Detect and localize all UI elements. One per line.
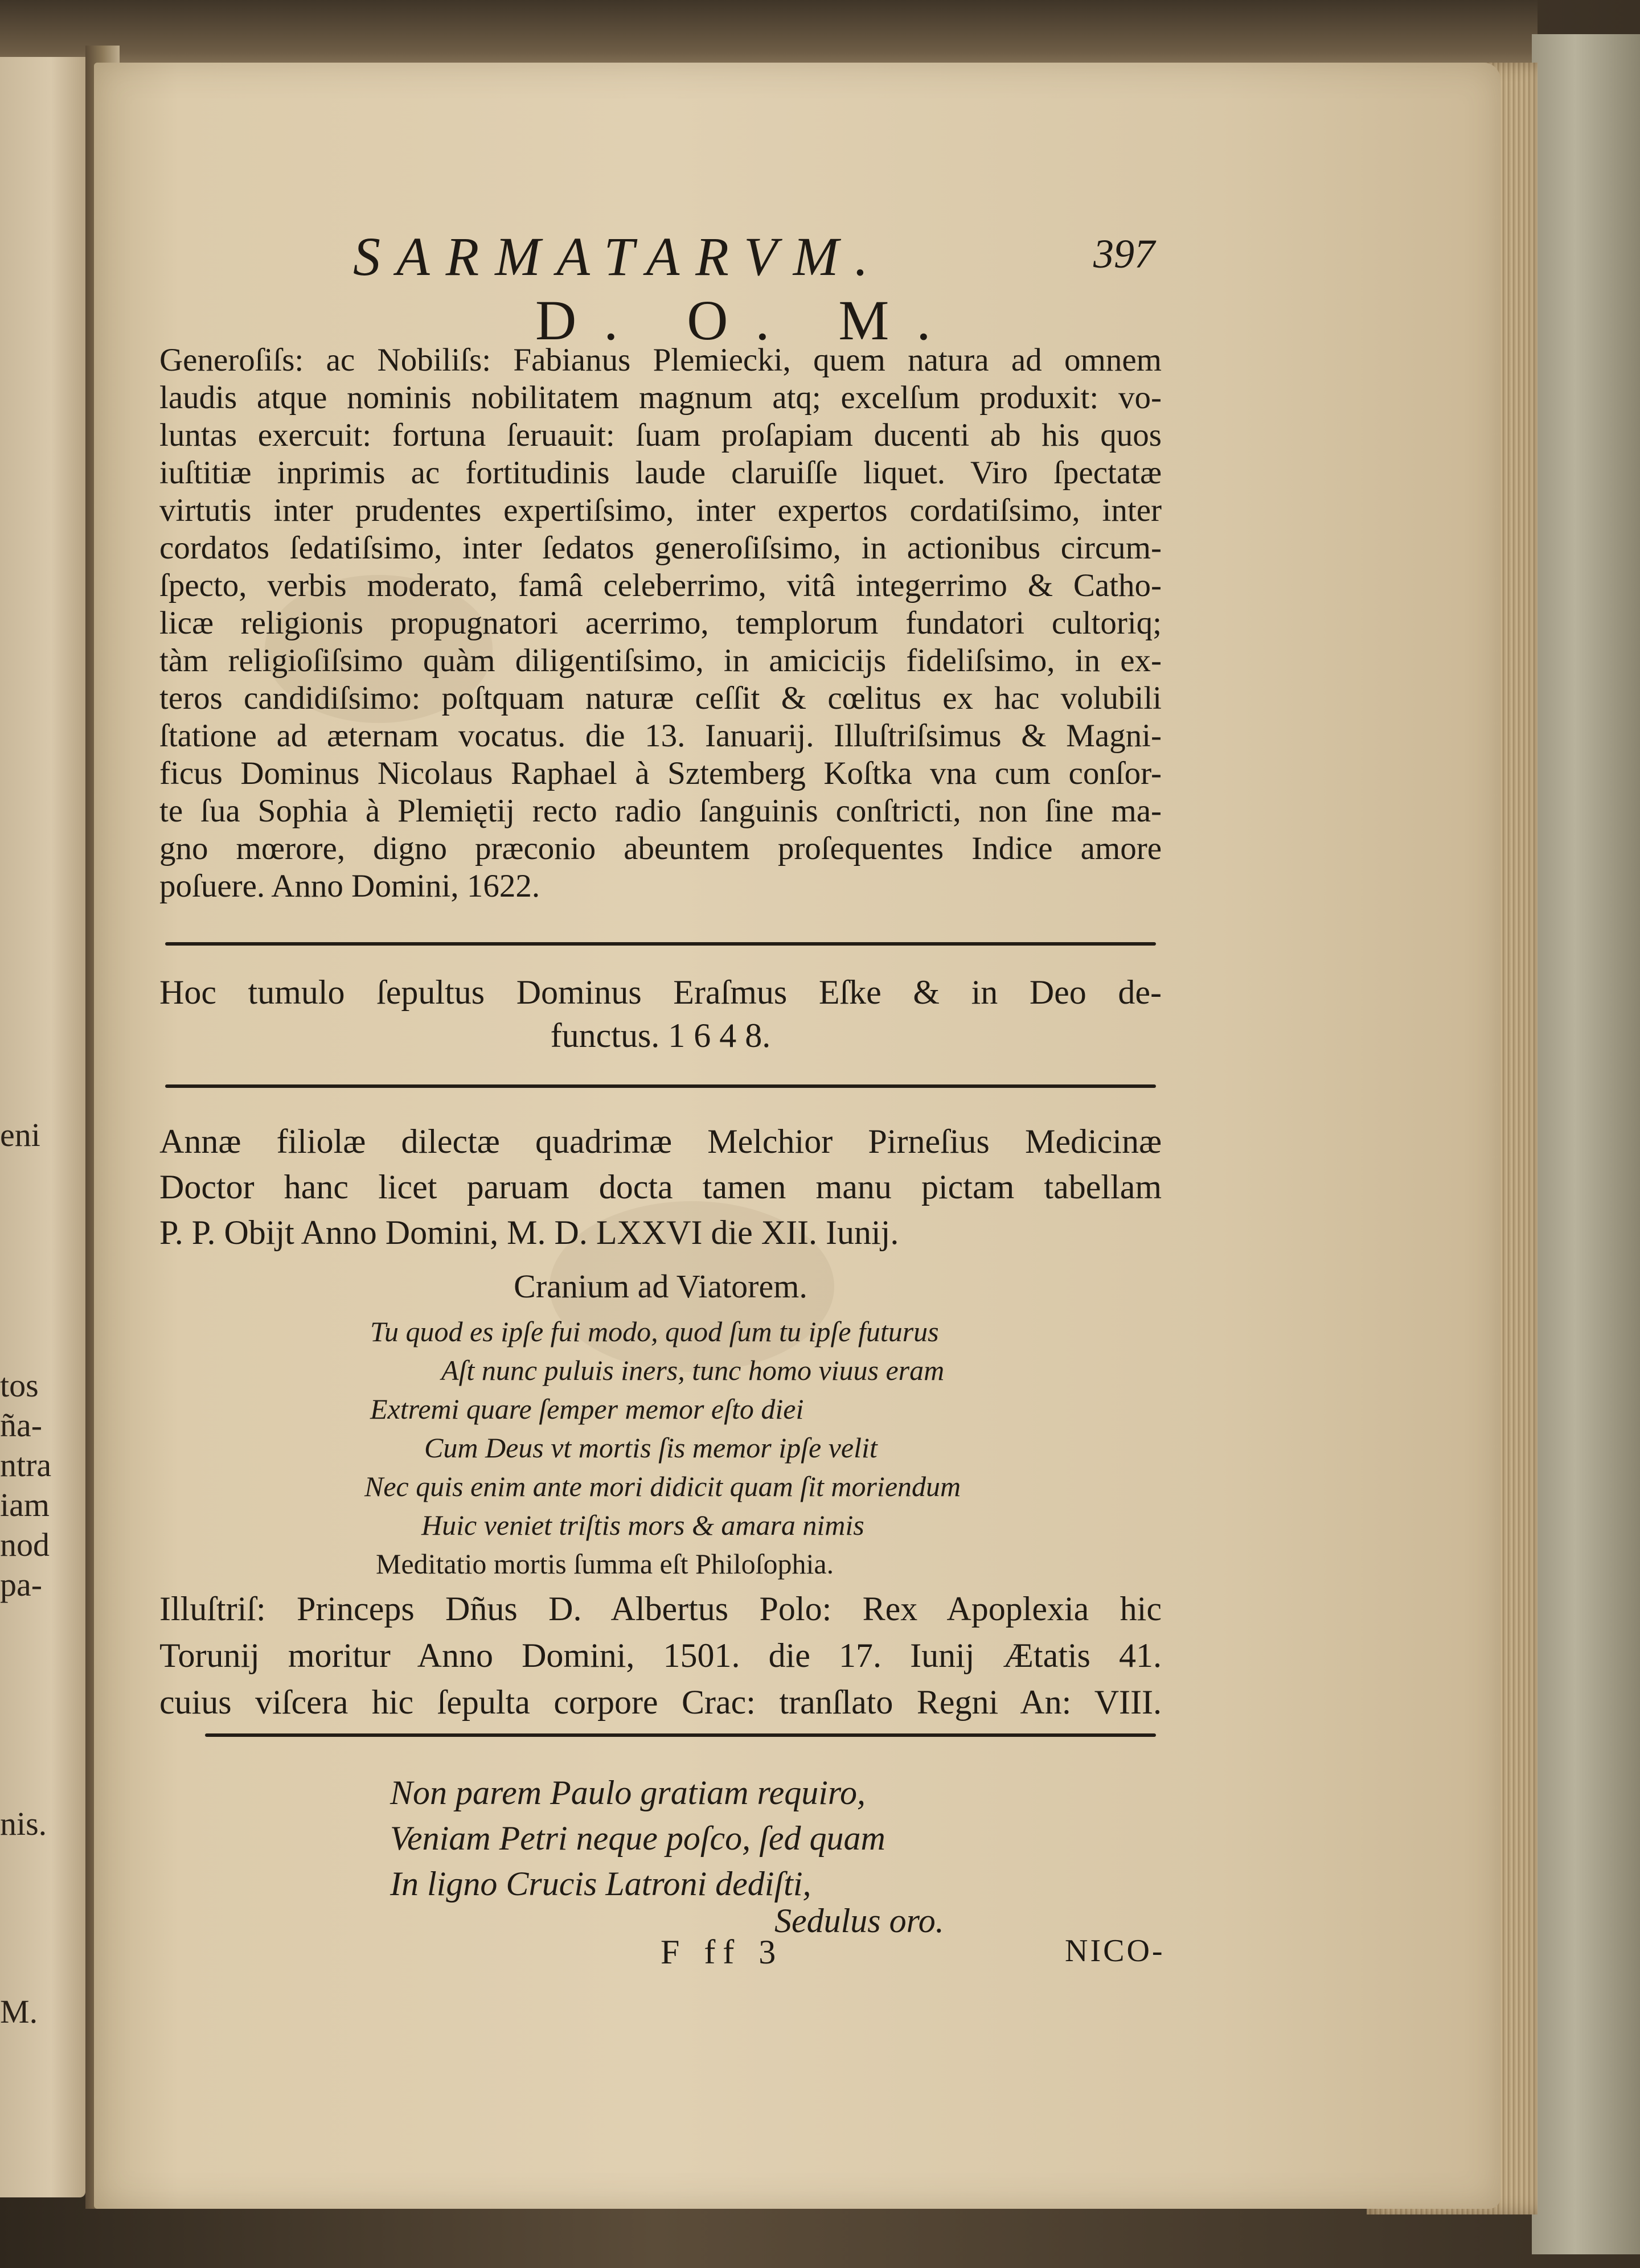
text-line: Illuſtriſ: Princeps Dñus D. Albertus Polo: Rex Apoplexia hic (159, 1590, 1162, 1628)
text-line: Hoc tumulo ſepultus Dominus Eraſmus Eſke & in Deo de- (159, 973, 1162, 1011)
left-fragment: M. (0, 1993, 38, 2030)
text-line: laudis atque nominis nobilitatem magnum atq; excelſum produxit: vo- (159, 380, 1162, 416)
left-fragment: nod (0, 1526, 50, 1563)
prayer-line: Sedulus oro. (774, 1902, 944, 1940)
running-head-title: SARMATARVM. (353, 226, 884, 287)
text-line: licæ religionis propugnatori acerrimo, templorum fundatori cultoriq; (159, 605, 1162, 641)
text-line: Doctor hanc licet paruam docta tamen manu pictam tabellam (159, 1168, 1162, 1206)
prayer-line: Non parem Paulo gratiam requiro, (390, 1774, 866, 1811)
epitaph-pirnesius (159, 1119, 1162, 1255)
text-line: tàm religioſiſsimo quàm diligentiſsimo, in amicicijs fideliſsimo, in ex- (159, 643, 1162, 679)
text-line: iuſtitiæ inprimis ac fortitudinis laude claruiſſe liquet. Viro ſpectatæ (159, 455, 1162, 491)
text-line: poſuere. Anno Domini, 1622. (159, 868, 540, 904)
text-line: functus. 1 6 4 8. (550, 1017, 771, 1054)
epitaph-plemiecki (159, 342, 1162, 905)
epitaph-heading: D. O. M. (535, 289, 958, 352)
text-line: cuius viſcera hic ſepulta corpore Crac: tranſlato Regni An: VIII. (159, 1683, 1162, 1721)
text-line: te ſua Sophia à Plemiętij recto radio ſanguinis conſtricti, non ſine ma- (159, 793, 1162, 829)
text-line: Generoſiſs: ac Nobiliſs: Fabianus Plemiecki, quem natura ad omnem (159, 342, 1162, 378)
left-page (0, 57, 85, 2197)
divider-rule (165, 942, 1156, 946)
text-line: P. P. Obijt Anno Domini, M. D. LXXVI die XII. Iunij. (159, 1214, 899, 1251)
text-line: ficus Dominus Nicolaus Raphael à Sztemberg Koſtka vna cum conſor- (159, 755, 1162, 791)
text-line: Torunij moritur Anno Domini, 1501. die 17. Iunij Ætatis 41. (159, 1637, 1162, 1674)
prayer-line: Veniam Petri neque poſco, ſed quam (390, 1819, 885, 1857)
text-line: virtutis inter prudentes expertiſsimo, inter expertos cordatiſsimo, inter (159, 492, 1162, 528)
text-line: teros candidiſsimo: poſtquam naturæ ceſſit & cœlitus ex hac volubili (159, 680, 1162, 716)
left-fragment: nis. (0, 1805, 47, 1842)
poem-line: Aſt nunc puluis iners, tunc homo viuus eram (441, 1354, 945, 1386)
left-fragment: tos (0, 1367, 39, 1404)
signature-mark: F ff 3 (661, 1933, 784, 1971)
epitaph-eske (159, 971, 1162, 1057)
poem-title: Cranium ad Viatorem. (514, 1268, 807, 1305)
poem-line: Extremi quare ſemper memor eſto diei (370, 1393, 804, 1425)
prayer-line: In ligno Crucis Latroni dediſti, (390, 1865, 811, 1903)
text-line: ſpecto, verbis moderato, famâ celeberrimo, vitâ integerrimo & Catho- (159, 568, 1162, 603)
poem-maxim: Meditatio mortis ſumma eſt Philoſophia. (376, 1548, 834, 1580)
divider-rule (205, 1733, 1156, 1737)
page-number: 397 (1093, 231, 1155, 277)
left-fragment: ntra (0, 1447, 52, 1484)
left-fragment: eni (0, 1116, 40, 1153)
left-fragment: ña- (0, 1407, 43, 1444)
poem-line: Huic veniet triſtis mors & amara nimis (421, 1509, 864, 1541)
book-cover-edge (1532, 34, 1640, 2254)
text-line: gno mœrore, digno præconio abeuntem proſequentes Indice amore (159, 831, 1162, 866)
text-line: ſtatione ad æternam vocatus. die 13. Ianuarij. Illuſtriſsimus & Magni- (159, 718, 1162, 754)
text-line: Annæ filiolæ dilectæ quadrimæ Melchior Pirneſius Medicinæ (159, 1123, 1162, 1160)
text-line: luntas exercuit: fortuna ſeruauit: ſuam proſapiam ducenti ab his quos (159, 417, 1162, 453)
left-fragment: iam (0, 1486, 50, 1523)
poem-line: Nec quis enim ante mori didicit quam ſit moriendum (364, 1470, 961, 1502)
catchword: NICO- (1065, 1933, 1165, 1969)
poem-line: Tu quod es ipſe fui modo, quod ſum tu ipſe futurus (370, 1316, 939, 1347)
poem-line: Cum Deus vt mortis ſis memor ipſe velit (424, 1432, 878, 1464)
divider-rule (165, 1084, 1156, 1088)
text-line: cordatos ſedatiſsimo, inter ſedatos generoſiſsimo, in actionibus circum- (159, 530, 1162, 566)
left-fragment: pa- (0, 1566, 43, 1603)
epitaph-albertus (159, 1585, 1162, 1725)
